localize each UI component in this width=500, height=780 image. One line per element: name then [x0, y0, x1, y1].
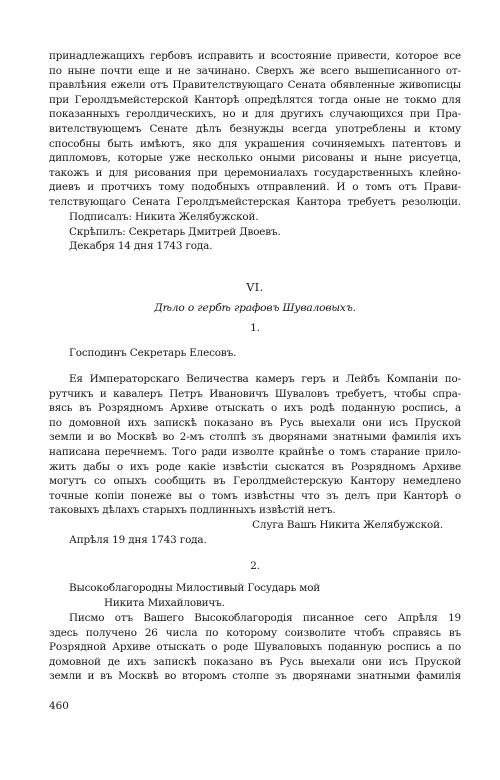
text-line: точные копіи понеже вы о томъ извѣстны что зъ делъ при Канторѣ о [49, 489, 461, 502]
text-line: Ея Императорскаго Величества камеръ геръ и Лейбъ Компаніи по- [69, 373, 461, 385]
text-line: жить дабы о ихъ роде какіе извѣстіи сыскатся въ Розрядномъ Архиве [49, 460, 461, 473]
text-line: могутъ со опыхъ сообщить въ Геролдмейстерскую Кантору немедлено [49, 475, 461, 488]
date-line: Декабря 14 дня 1743 года. [69, 240, 213, 253]
text-line: рутчикъ и кавалеръ Петръ Ивановичъ Шуваловъ требуетъ, чтобы спра- [49, 387, 461, 400]
text-line: по домовной ихъ запискѣ показано въ Русь выехали они исъ Пруской [49, 416, 461, 429]
document-number: 1. [250, 322, 260, 334]
text-line: по ныне почти еще и не зачинано. Сверхъ же всего вышеписанного от- [49, 64, 461, 77]
text-line: вителствующемъ Сенате дѣлъ безнужды всегда употреблены и ктому [49, 122, 461, 135]
signature-block [49, 210, 461, 254]
document-number-wrap-2 [49, 559, 461, 574]
text-line: Розрядной Архиве отыскать о роде Шуваловыхъ поданную роспись а по [49, 641, 461, 654]
salutation: Никита Михайловичъ. [104, 596, 225, 609]
page-number: 460 [49, 700, 69, 712]
salutation: Высокоблагородны Милостивый Государь мой [69, 582, 321, 594]
section-title: Дѣло о гербѣ графовъ Шуваловыхъ. [154, 302, 356, 314]
paragraph-reply [49, 611, 461, 684]
text-line: принадлежащихъ гербовъ исправить и всостояние привести, которое все [49, 50, 461, 62]
text-line: дипломовъ, которые уже несколько оными рисованы и ныне рисуетца, [49, 152, 461, 165]
text-line: при Геролдъмейстерской Канторѣ опредѣлятся тогда оные не токмо для [49, 93, 461, 106]
text-line: земли и въ Москвѣ во второмъ столпе зъ дворянами знатными фамилія [49, 670, 461, 683]
text-line: такожъ и для рисования при церемониалахъ государственныхъ клейно- [49, 166, 461, 179]
text-line: земли и во Москвѣ во 2-мъ столпѣ зъ дворянами знатными фамилія ихъ [49, 431, 461, 444]
text-line: правлѣния ежели отъ Правителствующаго Сената обявленные живописцы [49, 79, 461, 92]
text-line: вясь въ Розрядномъ Архиве отыскать о ихъ родѣ поданную роспись, а [49, 402, 461, 415]
salutation-block-2 [49, 581, 461, 610]
signature-line: Скрѣпилъ: Секретарь Дмитрей Двоевъ. [69, 225, 281, 238]
text-line: написана перечнемъ. Того ради изволте крайнѣе о томъ старание прило- [49, 445, 461, 458]
section-title-wrap [49, 301, 461, 316]
text-line: здесь получено 26 числа по которому соизволите чтобъ справясь въ [49, 626, 461, 639]
text-line: способны быть имѣютъ, яко для украшения сочиняемыхъ патентовъ и [49, 137, 461, 150]
date-line: Апрѣля 19 дня 1743 года. [69, 533, 207, 546]
section-number: VI. [246, 281, 264, 294]
text-line: таковыхъ дѣлахъ старыхъ подлинныхъ извѣстій нетъ. [49, 504, 336, 517]
signature-line: Подписалъ: Никита Желябужской. [69, 211, 259, 223]
section-heading [49, 281, 461, 296]
salutation: Господинъ Секретарь Елесовъ. [69, 347, 237, 359]
salutation-wrap [49, 346, 461, 361]
text-line: показанныхъ геролдическихъ, но и для другихъ случающихся при Пра- [49, 108, 461, 121]
paragraph-shuvalov-request [49, 372, 461, 547]
text-line: диевъ и протчихъ тому подобныхъ отправлений. И о томъ отъ Прави- [49, 181, 461, 194]
text-line: домовной де ихъ запискѣ показано въ Русь выехали они исъ Пруской [49, 655, 461, 668]
document-number-wrap [49, 321, 461, 336]
paragraph-herald-request [49, 49, 461, 210]
text-line: Писмо отъ Вашего Высокоблагородія писанное сего Апрѣля 19 [69, 612, 461, 624]
text-line: телствующаго Сената Геролдъмейстерская Кантора требуетъ резолюціи. [49, 195, 461, 208]
signature-line: Слуга Вашъ Никита Желябужской. [252, 518, 443, 531]
document-number: 2. [250, 560, 260, 572]
